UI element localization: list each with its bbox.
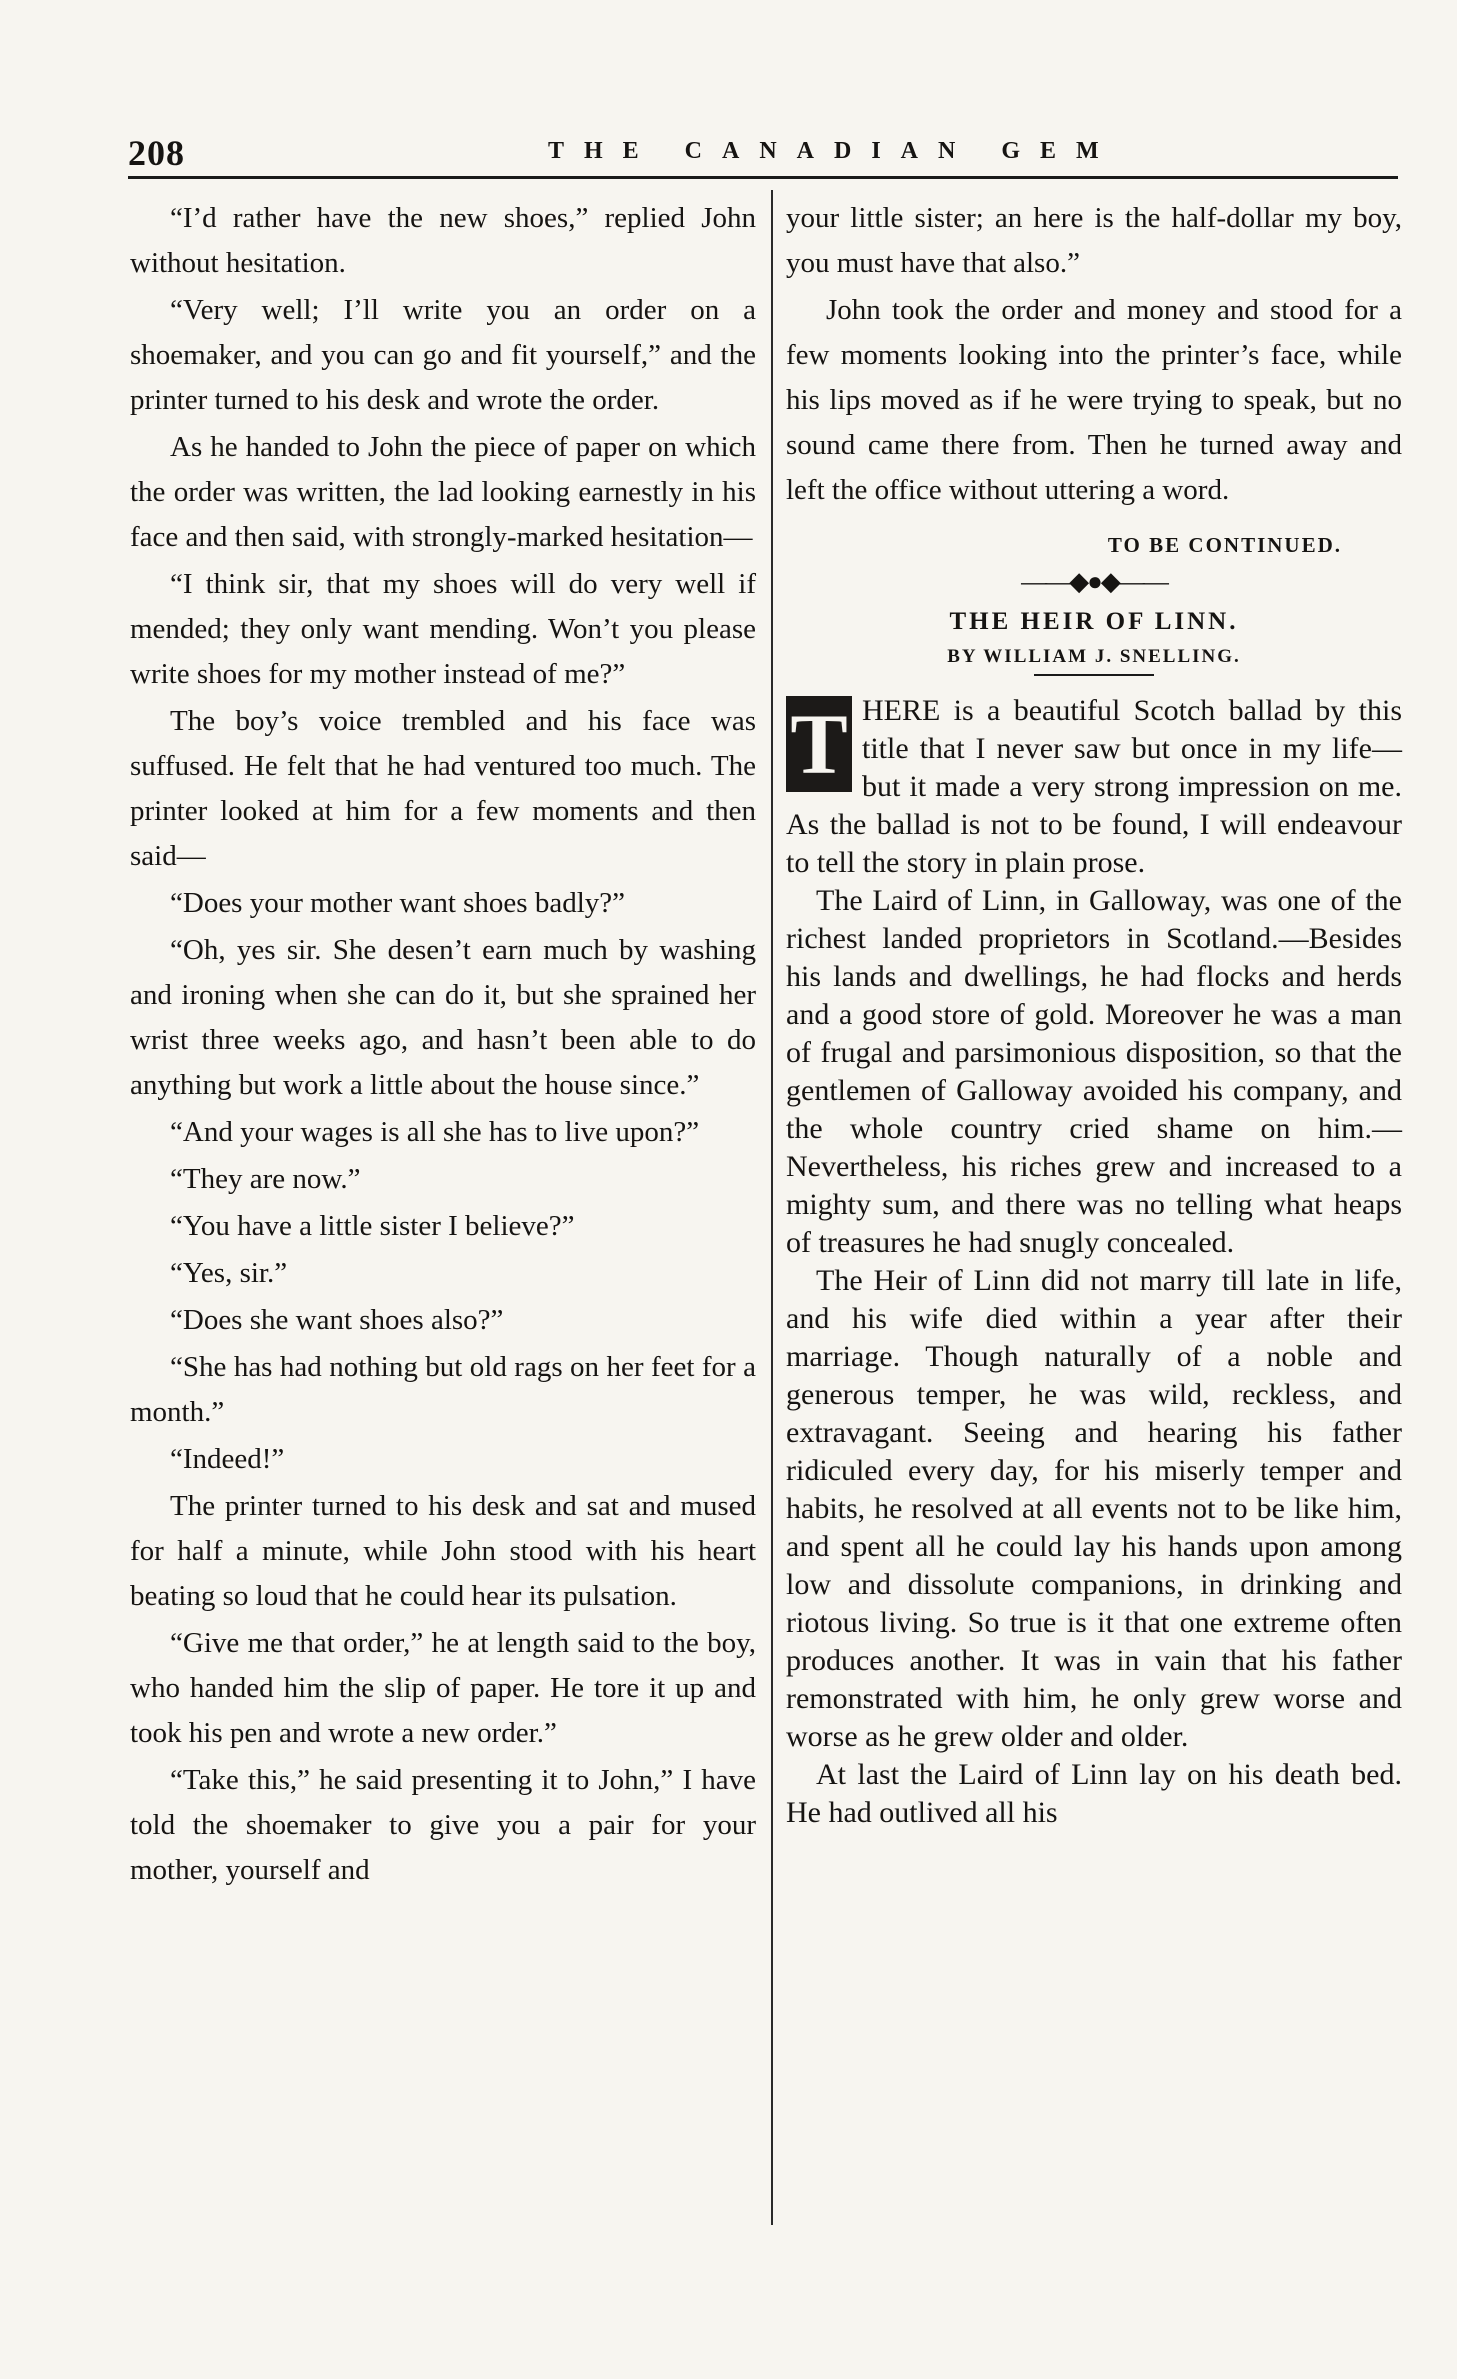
drop-cap: T <box>786 696 852 792</box>
paragraph: The Heir of Linn did not marry till late in life, and his wife died within a year after their marriage. Though naturally of a noble and generous temper, he was wild, reckless, and extravagant. Seeing and hearing his father ridiculed every day, for his miserly temper and habits, he resolved at all events not to be like him, and spent all he could lay his hands upon among low and dissolute companions, in drinking and riotous living. So true is it that one extreme often produces another. It was in vain that his father remonstrated with him, he only grew worse and worse as he grew older and older. <box>786 1264 1402 1753</box>
paragraph: “Give me that order,” he at length said to the boy, who handed him the slip of paper. He tore it up and took his pen and wrote a new order.” <box>130 1627 756 1749</box>
paragraph: “Take this,” he said presenting it to John,” I have told the shoemaker to give you a pair for your mother, yourself and <box>130 1764 756 1886</box>
header-rule <box>128 176 1398 179</box>
byline: BY WILLIAM J. SNELLING. <box>947 646 1241 667</box>
page-number: 208 <box>128 133 185 173</box>
running-head: THE CANADIAN GEM <box>548 138 1119 164</box>
paragraph: “Does your mother want shoes badly?” <box>170 887 626 919</box>
paragraph: your little sister; an here is the half-dollar my boy, you must have that also.” <box>786 202 1402 279</box>
paragraph: “And your wages is all she has to live upon?” <box>170 1116 700 1148</box>
story-body <box>786 692 1402 1832</box>
first-paragraph-text: HERE is a beautiful Scotch ballad by this title that I never saw but once in my life—but it made a very strong impression on me. As the ballad is not to be found, I will endeavour to tell the story in plain prose. <box>786 694 1402 879</box>
paragraph: “Yes, sir.” <box>170 1257 288 1289</box>
paragraph: The boy’s voice trembled and his face was suffused. He felt that he had ventured too much. The printer looked at him for a few moments and then said— <box>130 705 756 872</box>
paragraph: The Laird of Linn, in Galloway, was one of the richest landed proprietors in Scotland.—Besides his lands and dwellings, he had flocks and herds and a good store of gold. Moreover he was a man of frugal and parsimonious disposition, so that the gentlemen of Galloway avoided his company, and the whole country cried shame on him.—Nevertheless, his riches grew and increased to a mighty sum, and there was no telling what heaps of treasures he had snugly concealed. <box>786 884 1402 1259</box>
paragraph: “I’d rather have the new shoes,” replied John without hesitation. <box>130 202 756 279</box>
paragraph: “Oh, yes sir. She desen’t earn much by washing and ironing when she can do it, but she sprained her wrist three weeks ago, and hasn’t been able to do anything but work a little about the house since.” <box>130 934 756 1101</box>
paragraph: The printer turned to his desk and sat and mused for half a minute, while John stood with his heart beating so loud that he could hear its pulsation. <box>130 1490 756 1612</box>
paragraph: “I think sir, that my shoes will do very well if mended; they only want mending. Won’t you please write shoes for my mother instead of me?” <box>130 568 756 690</box>
page-header <box>128 132 1398 172</box>
story-continuation <box>786 196 1402 513</box>
byline-rule <box>1034 674 1154 676</box>
paragraph: John took the order and money and stood for a few moments looking into the printer’s face, while his lips moved as if he were trying to speak, but no sound came there from. Then he turned away and left the office without uttering a word. <box>786 294 1402 506</box>
left-column <box>130 196 756 1895</box>
story-title: THE HEIR OF LINN. <box>949 608 1239 635</box>
paragraph: “Indeed!” <box>170 1443 285 1475</box>
ornament-divider: ——◆●◆—— <box>1021 567 1167 596</box>
paragraph: “You have a little sister I believe?” <box>170 1210 575 1242</box>
paragraph: “Does she want shoes also?” <box>170 1304 504 1336</box>
first-paragraph <box>786 692 1402 882</box>
paragraph: At last the Laird of Linn lay on his death bed. He had outlived all his <box>786 1758 1402 1829</box>
right-column <box>786 196 1402 1832</box>
to-be-continued-label: TO BE CONTINUED. <box>1107 533 1342 557</box>
paragraph: “Very well; I’ll write you an order on a shoemaker, and you can go and fit yourself,” and the printer turned to his desk and wrote the order. <box>130 294 756 416</box>
paragraph: “She has had nothing but old rags on her feet for a month.” <box>130 1351 756 1428</box>
column-divider <box>771 190 773 2225</box>
paragraph: “They are now.” <box>170 1163 361 1195</box>
paragraph: As he handed to John the piece of paper on which the order was written, the lad looking earnestly in his face and then said, with strongly-marked hesitation— <box>130 431 756 553</box>
